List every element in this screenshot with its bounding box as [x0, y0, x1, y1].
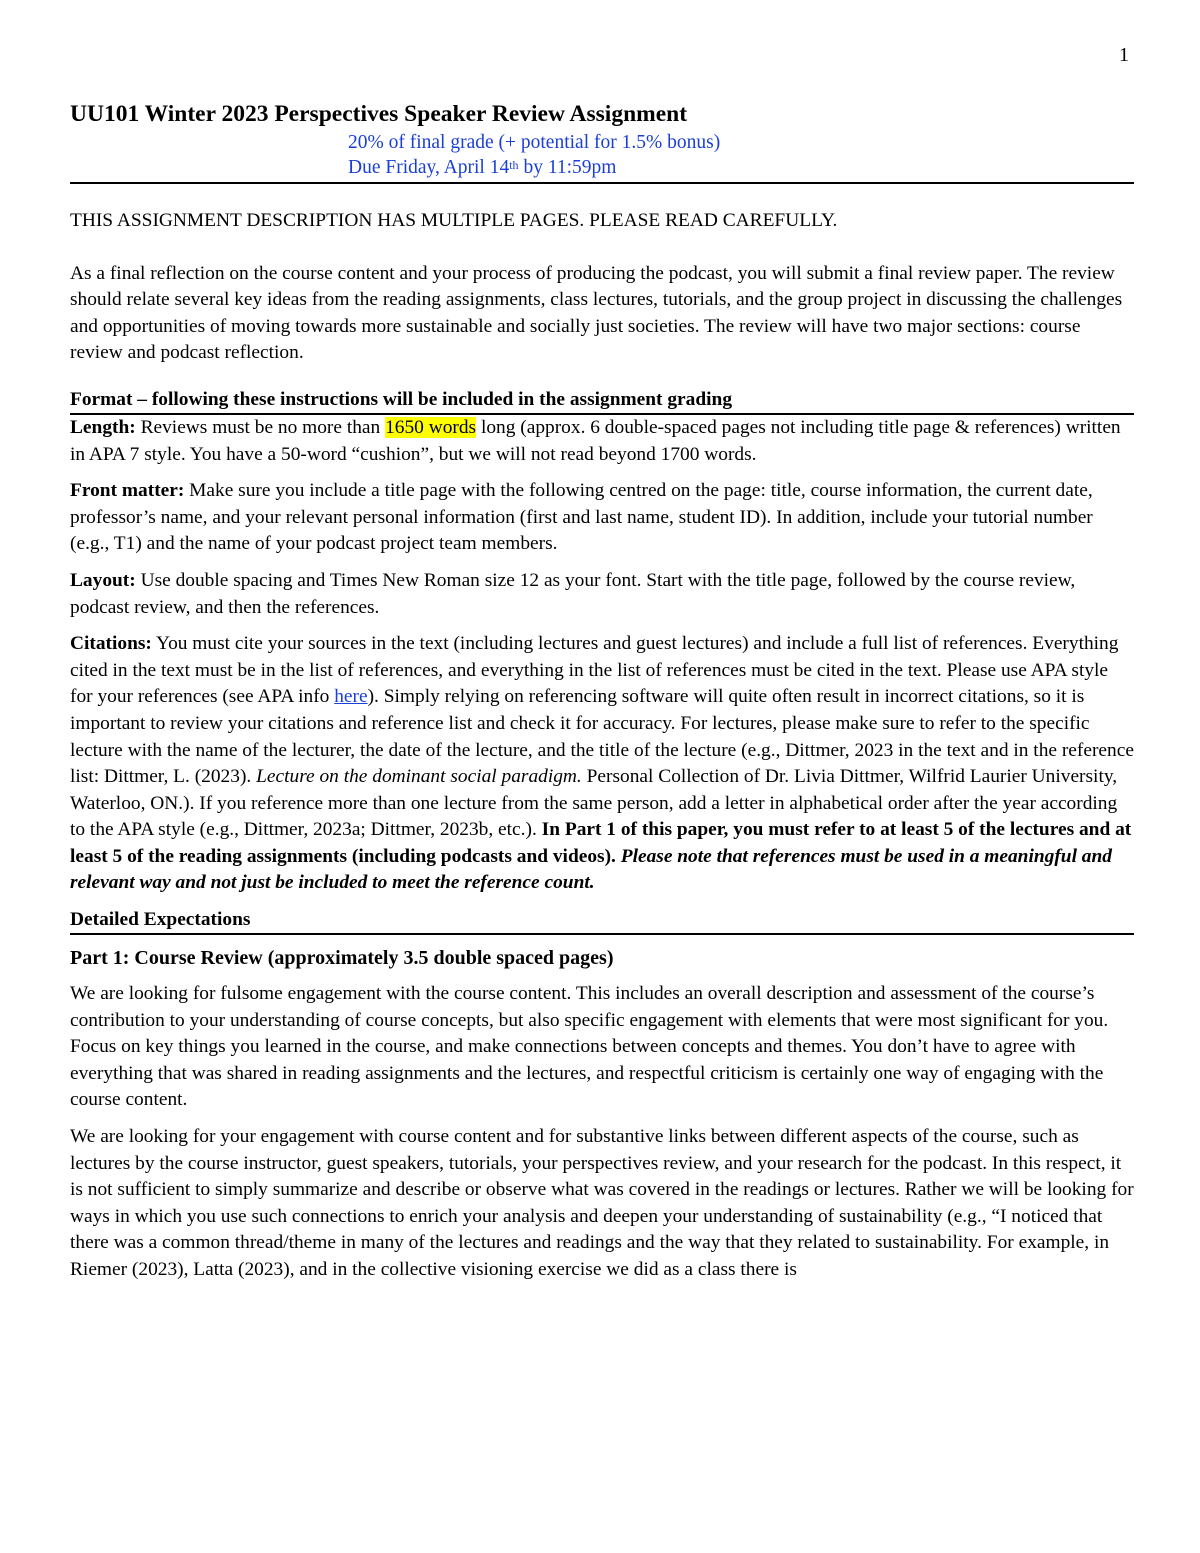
apa-info-link[interactable]: here [334, 686, 368, 708]
format-heading: Format – following these instructions will be included in the assignment grading [70, 388, 733, 410]
due-date-time: by 11:59pm [518, 157, 617, 178]
part1-paragraph-1: We are looking for fulsome engagement with the course content. This includes an overall description and assessment of the course’s contribution to your understanding of course concepts, but also specific engagement with elements that were most significant for you. Focus on key things you learned in the course, and make connections between concepts and themes. You don’t have to agree with everything that was shared in reading assignments and the lectures, and respectful criticism is certainly one way of engaging with the course content. [70, 983, 1109, 1111]
document-title: UU101 Winter 2023 Perspectives Speaker Review Assignment [70, 101, 688, 127]
citations-label: Citations: [70, 633, 152, 655]
front-matter-text: Make sure you include a title page with the following centred on the page: title, course information, the current date, professor’s name, and your relevant personal information (first and last name, student ID). In addition, include your tutorial number (e.g., T1) and the name of your podcast project team members. [70, 480, 1093, 555]
layout-text: Use double spacing and Times New Roman size 12 as your font. Start with the title page, followed by the course review, podcast review, and then the references. [70, 569, 1076, 618]
citations-text-1: You must cite your sources in the text (including lectures and guest lectures) and include a full list of references. Everything cited in the text must be in the list of references, and everything in the list of references must be cited in the text. Please use APA style for your references (see APA info [70, 633, 1119, 708]
grade-weight: 20% of final grade (+ potential for 1.5% bonus) [348, 132, 721, 153]
citations-requirement: In Part 1 of this paper, you must refer to at least 5 of the lectures and at least 5 of the reading assignments (including podcasts and videos). [70, 819, 1132, 867]
notice-text: THIS ASSIGNMENT DESCRIPTION HAS MULTIPLE PAGES. PLEASE READ CAREFULLY. [70, 210, 838, 231]
length-label: Length: [70, 416, 136, 438]
citations-note: Please note that references must be used in a meaningful and relevant way and not just be included to meet the reference count. [70, 845, 1112, 894]
layout-paragraph [70, 568, 1134, 621]
citations-lecture-title: Lecture on the dominant social paradigm. [256, 766, 582, 788]
header-divider [70, 182, 1134, 184]
detailed-heading: Detailed Expectations [70, 909, 251, 931]
front-matter-paragraph [70, 478, 1134, 558]
due-date [348, 155, 1134, 180]
length-text-rest: long (approx. 6 double-spaced pages not including title page & references) written in APA 7 style. You have a 50-word “cushion”, but we will not read beyond 1700 words. [70, 416, 1121, 465]
front-matter-label: Front matter: [70, 480, 185, 502]
intro-paragraph: As a final reflection on the course content and your process of producing the podcast, you will submit a final review paper. The review should relate several key ideas from the reading assignments, class lectures, tutorials, and the group project in discussing the challenges and opportunities of moving towards more sustainable and socially just societies. The review will have two major sections: course review and podcast reflection. [70, 262, 1123, 364]
citations-text-3: Personal Collection of Dr. Livia Dittmer, Wilfrid Laurier University, Waterloo, ON.). If you reference more than one lecture from the same person, add a letter in alphabetical order after the year according to the APA style (e.g., Dittmer, 2023a; Dittmer, 2023b, etc.). [70, 766, 1118, 841]
part1-paragraph-2: We are looking for your engagement with course content and for substantive links between different aspects of the course, such as lectures by the course instructor, guest speakers, tutorials, your perspectives review, and your research for the podcast. In this respect, it is not sufficient to simply summarize and describe or observe what was covered in the readings or lectures. Rather we will be looking for ways in which you use such connections to enrich your analysis and deepen your understanding of sustainability (e.g., “I noticed that there was a common thread/theme in many of the lectures and readings and the way that they related to sustainability. For example, in Riemer (2023), Latta (2023), and in the collective visioning exercise we did as a class there is [70, 1126, 1134, 1280]
length-text: Reviews must be no more than [135, 416, 386, 438]
length-paragraph [70, 415, 1134, 468]
page-number: 1 [1119, 44, 1129, 66]
layout-label: Layout: [70, 569, 136, 591]
citations-text-2: ). Simply relying on referencing software will quite often result in incorrect citations, so it is important to review your citations and reference list and check it for accuracy. For lectures, please make sure to refer to the specific lecture with the name of the lecturer, the date of the lecture, and the title of the lecture (e.g., Dittmer, 2023 in the text and in the reference list: Dittmer, L. (2023). [70, 686, 1134, 788]
part1-heading: Part 1: Course Review (approximately 3.5 double spaced pages) [70, 947, 614, 970]
word-limit-highlight: 1650 words [385, 416, 477, 438]
due-date-sup: th [509, 158, 519, 172]
document-body [70, 98, 1134, 1284]
due-date-text: Due Friday, April 14 [348, 157, 510, 178]
detailed-divider [70, 933, 1134, 935]
citations-paragraph [70, 631, 1134, 897]
